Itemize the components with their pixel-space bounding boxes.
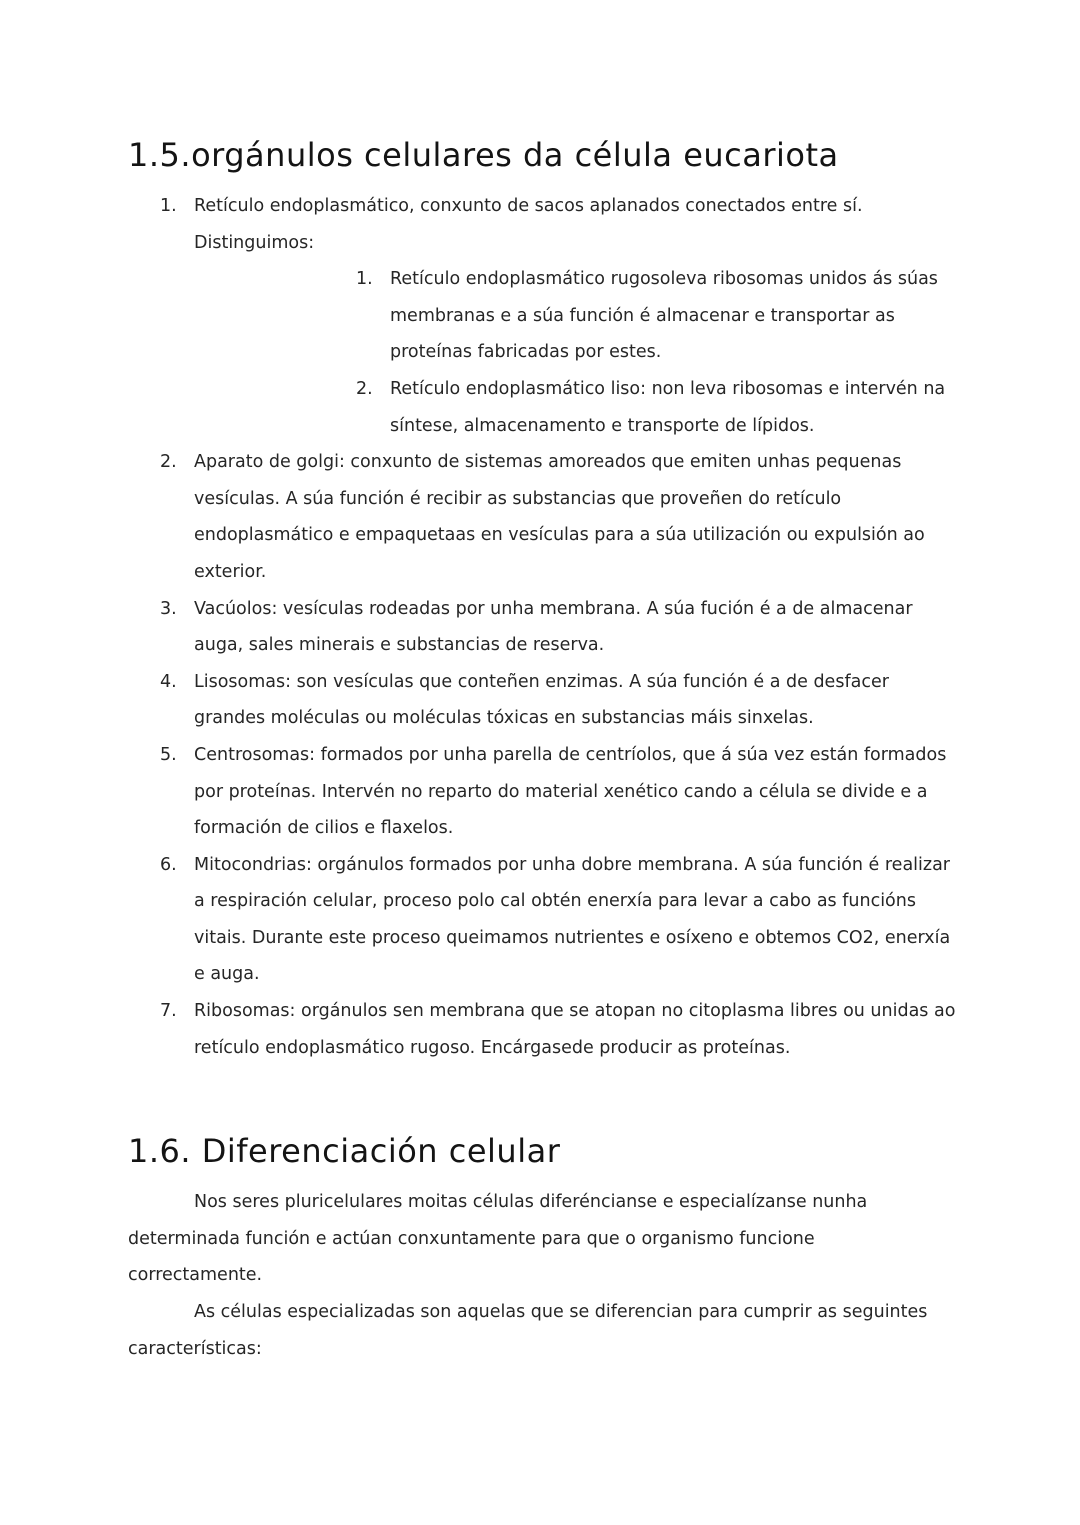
list-item-number: 5.: [160, 744, 177, 765]
reticulum-sublist: [356, 261, 964, 444]
paragraph-intro: Nos seres pluricelulares moitas células diferéncianse e especialízanse nunha determinada función e actúan conxuntamente para que o organismo funcione correctamente.: [128, 1192, 868, 1286]
section-heading-diferenciacion: 1.6. Diferenciación celular: [128, 1132, 561, 1170]
list-item-text: Aparato de golgi: conxunto de sistemas amoreados que emiten unhas pequenas vesículas. A súa función é recibir as substancias que proveñen do retículo endoplasmático e empaquetaas en vesículas para a súa utilización ou expulsión ao exterior.: [194, 452, 925, 582]
list-item-number: 4.: [160, 671, 177, 692]
sublist-item-text: Retículo endoplasmático rugosoleva ribosomas unidos ás súas membranas e a súa función é almacenar e transportar as proteínas fabricadas por estes.: [390, 269, 938, 363]
list-item: [160, 188, 964, 444]
sublist-item-number: 1.: [356, 269, 373, 290]
sublist-item-number: 2.: [356, 378, 373, 399]
sublist-item: [356, 371, 964, 444]
list-item-text: Lisosomas: son vesículas que conteñen enzimas. A súa función é a de desfacer grandes moléculas ou moléculas tóxicas en substancias máis sinxelas.: [194, 671, 889, 729]
list-item-text: Centrosomas: formados por unha parella de centríolos, que á súa vez están formados por proteínas. Intervén no reparto do material xenético cando a célula se divide e a formación de cilios e flaxelos.: [194, 744, 947, 839]
list-item: [160, 737, 964, 847]
organelle-list: [160, 188, 964, 1066]
sublist-item-text: Retículo endoplasmático liso: non leva ribosomas e intervén na síntese, almacenamento e transporte de lípidos.: [390, 378, 946, 436]
list-item-number: 2.: [160, 452, 177, 473]
list-item-text: Vacúolos: vesículas rodeadas por unha membrana. A súa fución é a de almacenar auga, sales minerais e substancias de reserva.: [194, 598, 913, 656]
list-item-number: 7.: [160, 1001, 177, 1022]
list-item: [160, 993, 964, 1066]
sublist-item: [356, 261, 964, 371]
list-item: [160, 664, 964, 737]
list-item-text: Retículo endoplasmático, conxunto de sacos aplanados conectados entre sí. Distinguimos:: [194, 196, 863, 253]
list-item-text: Ribosomas: orgánulos sen membrana que se atopan no citoplasma libres ou unidas ao retículo endoplasmático rugoso. Encárgasede producir as proteínas.: [194, 1001, 956, 1058]
section-heading-organulos: 1.5.orgánulos celulares da célula eucariota: [128, 136, 839, 174]
list-item: [160, 591, 964, 664]
list-item-text: Mitocondrias: orgánulos formados por unha dobre membrana. A súa función é realizar a respiración celular, proceso polo cal obtén enerxía para levar a cabo as funcións vitais. Durante este proceso queimamos nutrientes e osíxeno e obtemos CO2, enerxía e auga.: [194, 854, 951, 985]
list-item-number: 3.: [160, 598, 177, 619]
list-item: [160, 444, 964, 590]
paragraph-specialized-cells: As células especializadas son aquelas que se diferencian para cumprir as seguintes características:: [128, 1302, 928, 1359]
list-item-number: 1.: [160, 196, 177, 216]
list-item: [160, 847, 964, 993]
list-item-number: 6.: [160, 854, 177, 875]
